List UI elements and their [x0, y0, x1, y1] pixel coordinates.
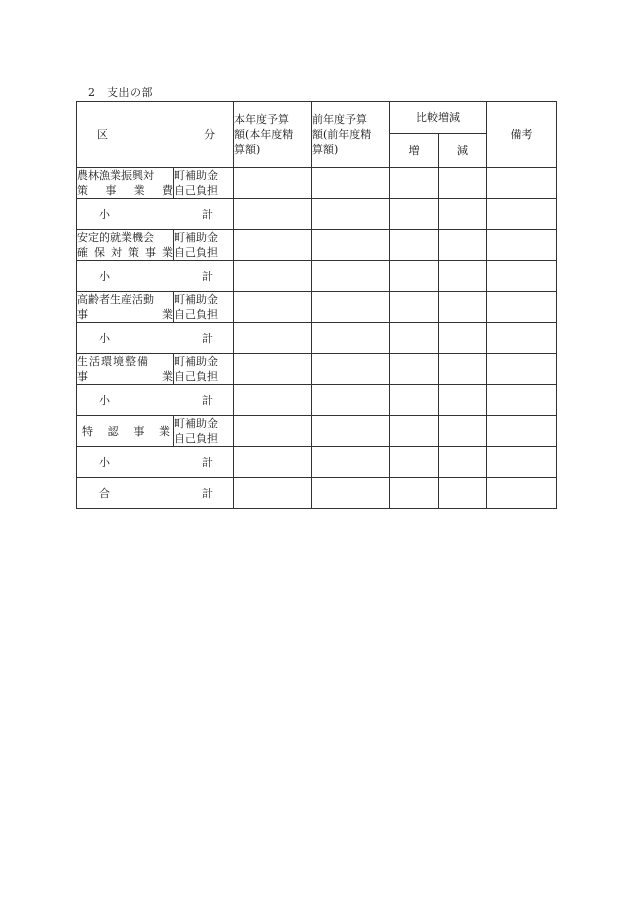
- cell: [312, 168, 390, 199]
- header-previous-year: 前年度予算 額(前年度精 算額): [312, 102, 390, 168]
- subtotal-row: [77, 323, 557, 354]
- header-kubun: 区 分: [77, 102, 234, 168]
- cell: [439, 199, 487, 230]
- cell: [390, 168, 439, 199]
- cell: [439, 478, 487, 509]
- header-decrease: 減: [439, 133, 487, 167]
- cell: [487, 168, 557, 199]
- cell: [234, 447, 312, 478]
- cell: [439, 385, 487, 416]
- subtotal-label: 小 計: [77, 447, 234, 478]
- cell: [312, 261, 390, 292]
- cell: [487, 261, 557, 292]
- funding-source: 町補助金 自己負担: [174, 230, 234, 261]
- cell: [390, 230, 439, 261]
- header-current-year: 本年度予算 額(本年度精 算額): [234, 102, 312, 168]
- cell: [234, 168, 312, 199]
- cell: [390, 416, 439, 447]
- subtotal-label: 小 計: [77, 385, 234, 416]
- cell: [312, 292, 390, 323]
- cell: [487, 447, 557, 478]
- cell: [234, 323, 312, 354]
- expenditure-table: [76, 101, 557, 509]
- category-label: 安定的就業機会 確 保 対 策 事 業: [77, 231, 173, 259]
- cell: [439, 261, 487, 292]
- category-label: 農林漁業振興対 策 事 業 費: [77, 169, 173, 197]
- total-label: 合 計: [77, 478, 234, 509]
- header-increase: 増: [390, 133, 439, 167]
- funding-source: 町補助金 自己負担: [174, 292, 234, 323]
- cell: [312, 230, 390, 261]
- header-comparison: 比較増減: [390, 102, 487, 134]
- cell: [487, 323, 557, 354]
- cell: [487, 416, 557, 447]
- table-row: [77, 168, 557, 199]
- subtotal-label: 小 計: [77, 323, 234, 354]
- cell: [234, 292, 312, 323]
- cell: [439, 323, 487, 354]
- category-label: 生活環境整備 事 業: [77, 355, 173, 383]
- table-row: [77, 416, 557, 447]
- cell: [234, 478, 312, 509]
- cell: [487, 385, 557, 416]
- cell: [439, 292, 487, 323]
- category-label: 特 認 事 業: [77, 416, 174, 447]
- cell: [390, 385, 439, 416]
- cell: [487, 292, 557, 323]
- funding-source: 町補助金 自己負担: [174, 416, 234, 447]
- cell: [234, 230, 312, 261]
- cell: [234, 199, 312, 230]
- subtotal-row: [77, 199, 557, 230]
- cell: [390, 261, 439, 292]
- cell: [312, 416, 390, 447]
- cell: [439, 354, 487, 385]
- cell: [390, 447, 439, 478]
- section-heading: 2 支出の部: [88, 86, 153, 99]
- subtotal-label: 小 計: [77, 261, 234, 292]
- cell: [390, 354, 439, 385]
- cell: [390, 478, 439, 509]
- cell: [312, 385, 390, 416]
- header-row-1: [77, 102, 557, 134]
- cell: [390, 292, 439, 323]
- cell: [234, 261, 312, 292]
- cell: [487, 199, 557, 230]
- cell: [487, 230, 557, 261]
- table-row: [77, 292, 557, 323]
- cell: [439, 416, 487, 447]
- cell: [439, 230, 487, 261]
- table-row: [77, 230, 557, 261]
- funding-source: 町補助金 自己負担: [174, 168, 234, 199]
- cell: [439, 447, 487, 478]
- cell: [312, 447, 390, 478]
- cell: [234, 416, 312, 447]
- subtotal-row: [77, 385, 557, 416]
- cell: [234, 385, 312, 416]
- cell: [234, 354, 312, 385]
- table-row: [77, 354, 557, 385]
- category-label: 高齢者生産活動 事 業: [77, 293, 173, 321]
- cell: [312, 478, 390, 509]
- subtotal-label: 小 計: [77, 199, 234, 230]
- total-row: [77, 478, 557, 509]
- header-remarks: 備考: [487, 102, 557, 168]
- cell: [312, 199, 390, 230]
- cell: [439, 168, 487, 199]
- subtotal-row: [77, 261, 557, 292]
- subtotal-row: [77, 447, 557, 478]
- funding-source: 町補助金 自己負担: [174, 354, 234, 385]
- cell: [312, 354, 390, 385]
- cell: [390, 323, 439, 354]
- cell: [312, 323, 390, 354]
- cell: [487, 478, 557, 509]
- cell: [390, 199, 439, 230]
- cell: [487, 354, 557, 385]
